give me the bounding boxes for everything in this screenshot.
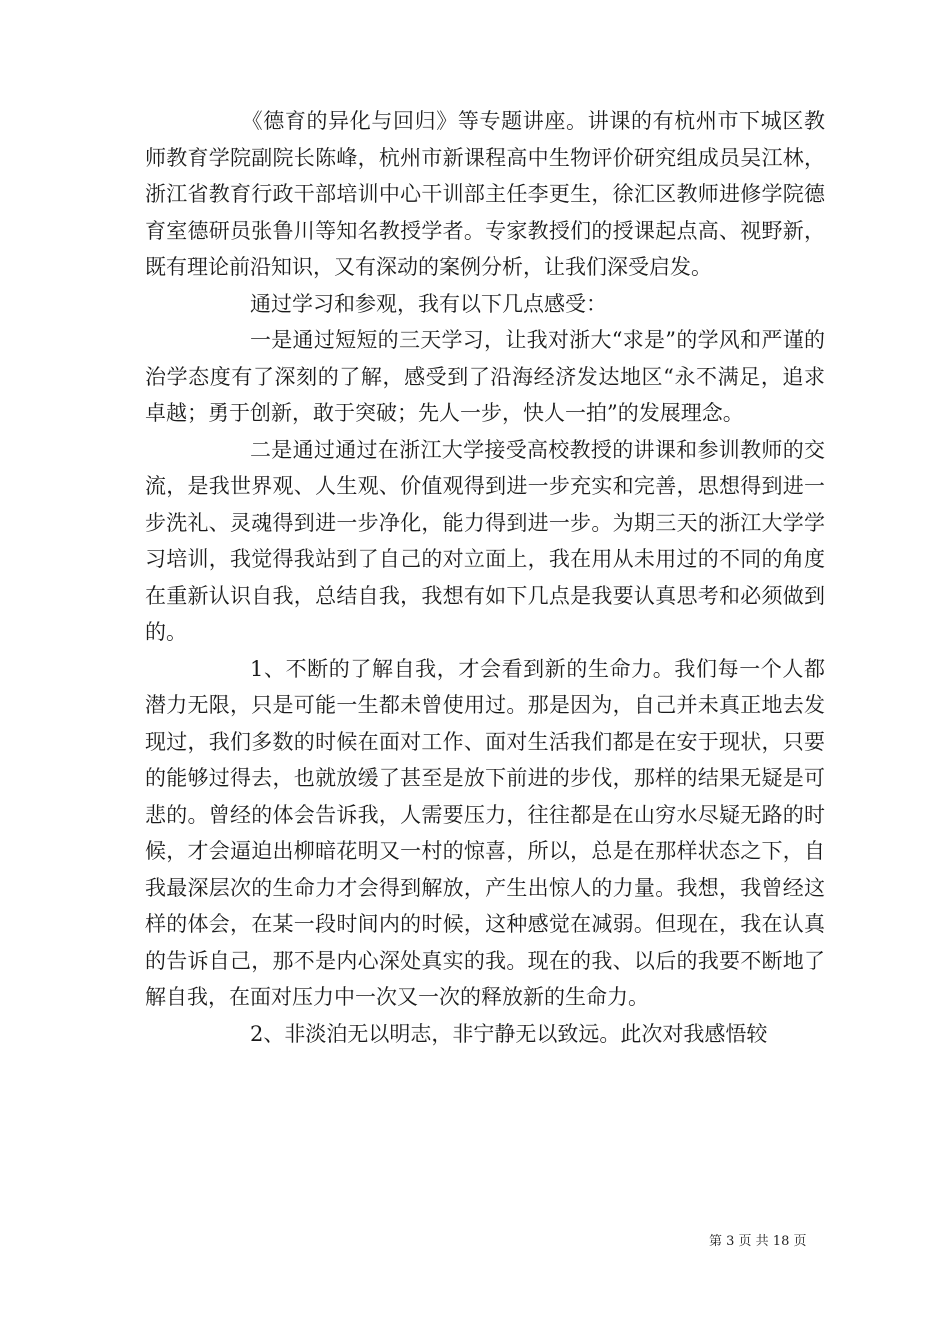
document-body bbox=[145, 103, 825, 1052]
paragraph-point-two: 二是通过通过在浙江大学接受高校教授的讲课和参训教师的交流，是我世界观、人生观、价值观得到进一步充实和完善，思想得到进一步洗礼、灵魂得到进一步净化，能力得到进一步。为期三天的浙江大学学习培训，我觉得我站到了自己的对立面上，我在用从未用过的不同的角度在重新认识自我，总结自我，我想有如下几点是我要认真思考和必须做到的。 bbox=[145, 437, 825, 644]
page-number-footer: 第 3 页 共 18 页 bbox=[709, 1234, 807, 1249]
paragraph-item-2: 2、非淡泊无以明志，非宁静无以致远。此次对我感悟较 bbox=[250, 1021, 768, 1046]
paragraph-item-1: 1、不断的了解自我，才会看到新的生命力。我们每一个人都潜力无限，只是可能一生都未曾使用过。那是因为，自己并未真正地去发现过，我们多数的时候在面对工作、面对生活我们都是在安于现状，只要的能够过得去，也就放缓了甚至是放下前进的步伐，那样的结果无疑是可悲的。曾经的体会告诉我，人需要压力，往往都是在山穷水尽疑无路的时候，才会逼迫出柳暗花明又一村的惊喜，所以，总是在那样状态之下，自我最深层次的生命力才会得到解放，产生出惊人的力量。我想，我曾经这样的体会，在某一段时间内的时候，这种感觉在减弱。但现在，我在认真的告诉自己，那不是内心深处真实的我。现在的我、以后的我要不断地了解自我，在面对压力中一次又一次的释放新的生命力。 bbox=[145, 656, 825, 1009]
paragraph-lecture-intro: 《德育的异化与回归》等专题讲座。讲课的有杭州市下城区教师教育学院副院长陈峰，杭州市新课程高中生物评价研究组成员吴江林，浙江省教育行政干部培训中心干训部主任李更生，徐汇区教师进修学院德育室德研员张鲁川等知名教授学者。专家教授们的授课起点高、视野新，既有理论前沿知识，又有深动的案例分析，让我们深受启发。 bbox=[145, 109, 825, 279]
paragraph-feelings-heading: 通过学习和参观，我有以下几点感受： bbox=[250, 291, 607, 316]
paragraph-point-one: 一是通过短短的三天学习，让我对浙大“求是”的学风和严谨的治学态度有了深刻的了解，感受到了沿海经济发达地区“永不满足，追求卓越；勇于创新，敢于突破；先人一步，快人一拍”的发展理念。 bbox=[145, 328, 825, 425]
